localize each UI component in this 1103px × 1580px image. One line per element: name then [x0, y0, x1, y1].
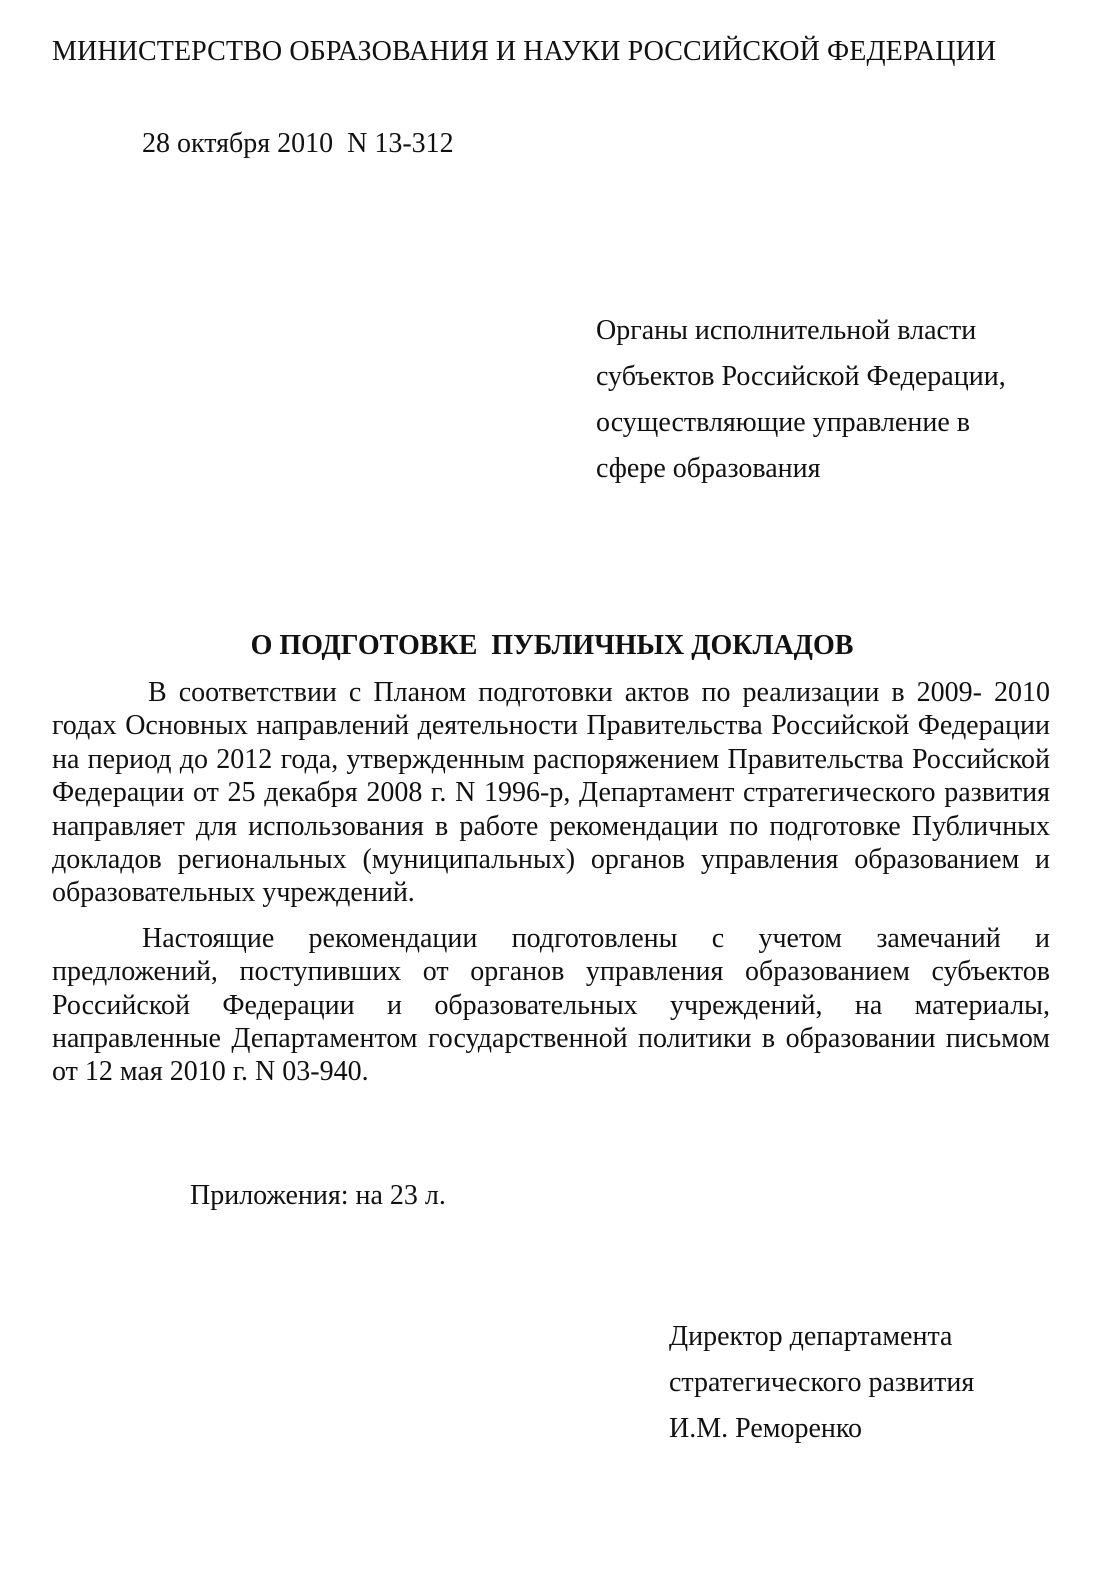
document-date-number: 28 октября 2010 N 13-312 — [142, 128, 454, 159]
signature-line: Директор департамента — [669, 1321, 953, 1352]
addressee-block — [596, 308, 1056, 492]
addressee-line: осуществляющие управление в — [596, 407, 970, 438]
addressee-line: сфере образования — [596, 453, 821, 484]
signature-block — [669, 1314, 1089, 1452]
attachments-note: Приложения: на 23 л. — [190, 1180, 446, 1211]
body-paragraph: Настоящие рекомендации подготовлены с учетом замечаний и предложений, поступивших от органов управления образованием субъектов Российской Федерации и образовательных учреждений, на материалы, направленные Департаментом государственной политики в образовании письмом от 12 мая 2010 г. N 03-940. — [52, 922, 1050, 1088]
body-paragraph: В соответствии с Планом подготовки актов по реализации в 2009- 2010 годах Основных направлений деятельности Правительства Российской Федерации на период до 2012 года, утвержденным распоряжением Правительства Российской Федерации от 25 декабря 2008 г. N 1996-р, Департамент стратегического развития направляет для использования в работе рекомендации по подготовке Публичных докладов региональных (муниципальных) органов управления образованием и образовательных учреждений. — [52, 677, 1050, 909]
document-body — [52, 676, 1050, 1101]
signatory-name: И.М. Реморенко — [669, 1413, 863, 1444]
document-title: О ПОДГОТОВКЕ ПУБЛИЧНЫХ ДОКЛАДОВ — [250, 630, 854, 661]
signature-line: стратегического развития — [669, 1367, 975, 1398]
ministry-header: МИНИСТЕРСТВО ОБРАЗОВАНИЯ И НАУКИ РОССИЙСКОЙ ФЕДЕРАЦИИ — [52, 36, 997, 67]
addressee-line: субъектов Российской Федерации, — [596, 361, 1006, 392]
addressee-line: Органы исполнительной власти — [596, 315, 977, 346]
